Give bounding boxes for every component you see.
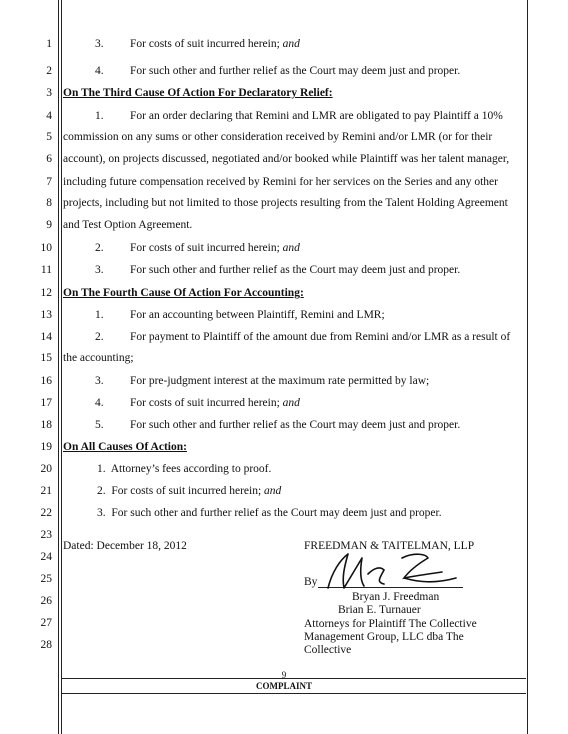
- line-number: 11: [40, 264, 52, 276]
- prayer-item: For costs of suit incurred herein; and: [130, 38, 300, 50]
- line-number: 19: [40, 441, 52, 453]
- line-number: 10: [40, 242, 52, 254]
- prayer-item: For an accounting between Plaintiff, Remini and LMR;: [130, 309, 385, 321]
- paragraph-line: account), on projects discussed, negotiated and/or booked while Plaintiff was her talent manager,: [63, 153, 510, 165]
- prayer-item: For pre-judgment interest at the maximum rate permitted by law;: [130, 375, 430, 387]
- line-number: 3: [46, 87, 52, 99]
- line-number: 12: [40, 287, 52, 299]
- paragraph-line: including future compensation received by Remini for her services on the Series and any other: [63, 176, 498, 188]
- attorney-role: Collective: [304, 644, 352, 656]
- prayer-item: For costs of suit incurred herein; and: [130, 242, 300, 254]
- firm-name: FREEDMAN & TAITELMAN, LLP: [304, 540, 475, 552]
- line-number: 21: [40, 485, 52, 497]
- attorney-role: Management Group, LLC dba The: [304, 631, 464, 643]
- line-number: 17: [40, 397, 52, 409]
- paragraph-line: and Test Option Agreement.: [63, 219, 193, 231]
- line-number: 4: [46, 110, 52, 122]
- paragraph-line: the accounting;: [63, 352, 134, 364]
- item-number: 1.: [95, 110, 104, 122]
- line-number: 25: [40, 573, 52, 585]
- line-number: 7: [46, 176, 52, 188]
- attorney-name: Brian E. Turnauer: [338, 604, 421, 616]
- right-margin-rule: [527, 0, 528, 734]
- section-heading: On All Causes Of Action:: [63, 441, 187, 453]
- line-number: 20: [40, 463, 52, 475]
- line-number: 5: [46, 131, 52, 143]
- prayer-item: For an order declaring that Remini and LMR are obligated to pay Plaintiff a 10%: [130, 110, 503, 122]
- left-margin-rule-outer: [58, 0, 59, 734]
- prayer-item: For such other and further relief as the Court may deem just and proper.: [130, 65, 461, 77]
- item-number: 5.: [95, 419, 104, 431]
- line-number: 22: [40, 507, 52, 519]
- line-number: 24: [40, 551, 52, 563]
- prayer-item: 2. For costs of suit incurred herein; and: [97, 485, 282, 497]
- line-number: 6: [46, 153, 52, 165]
- item-number: 4.: [95, 397, 104, 409]
- prayer-item: For costs of suit incurred herein; and: [130, 397, 300, 409]
- item-number: 2.: [95, 331, 104, 343]
- handwritten-signature: [318, 548, 463, 594]
- item-number: 3.: [95, 375, 104, 387]
- item-number: 3.: [95, 264, 104, 276]
- prayer-item: 3. For such other and further relief as the Court may deem just and proper.: [97, 507, 442, 519]
- line-number: 1: [46, 38, 52, 50]
- page-number: 9: [281, 670, 287, 680]
- line-number: 8: [46, 197, 52, 209]
- left-margin-rule-inner: [61, 0, 62, 734]
- item-number: 3.: [95, 38, 104, 50]
- date-line: Dated: December 18, 2012: [63, 540, 187, 552]
- footer-rule-bottom: [62, 693, 526, 694]
- line-number: 16: [40, 375, 52, 387]
- section-heading: On The Third Cause Of Action For Declaratory Relief:: [63, 87, 333, 99]
- prayer-item: For such other and further relief as the Court may deem just and proper.: [130, 419, 461, 431]
- item-number: 4.: [95, 65, 104, 77]
- line-number: 13: [40, 309, 52, 321]
- line-number: 27: [40, 617, 52, 629]
- prayer-item: 1. Attorney’s fees according to proof.: [97, 463, 272, 475]
- item-number: 2.: [95, 242, 104, 254]
- by-label: By: [304, 576, 318, 588]
- line-number: 14: [40, 331, 52, 343]
- line-number: 26: [40, 595, 52, 607]
- line-number: 9: [46, 219, 52, 231]
- section-heading: On The Fourth Cause Of Action For Accounting:: [63, 287, 304, 299]
- attorney-name: Bryan J. Freedman: [352, 591, 440, 603]
- line-number: 23: [40, 529, 52, 541]
- line-number: 28: [40, 639, 52, 651]
- prayer-item: For such other and further relief as the Court may deem just and proper.: [130, 264, 461, 276]
- line-number: 15: [40, 352, 52, 364]
- paragraph-line: commission on any sums or other consideration received by Remini and/or LMR (or for their: [63, 131, 493, 143]
- line-number: 2: [46, 65, 52, 77]
- prayer-item: For payment to Plaintiff of the amount due from Remini and/or LMR as a result of: [130, 331, 511, 343]
- paragraph-line: projects, including but not limited to those projects resulting from the Talent Holding Agreement: [63, 197, 508, 209]
- line-number: 18: [40, 419, 52, 431]
- document-title: COMPLAINT: [256, 681, 312, 691]
- item-number: 1.: [95, 309, 104, 321]
- attorney-role: Attorneys for Plaintiff The Collective: [304, 618, 477, 630]
